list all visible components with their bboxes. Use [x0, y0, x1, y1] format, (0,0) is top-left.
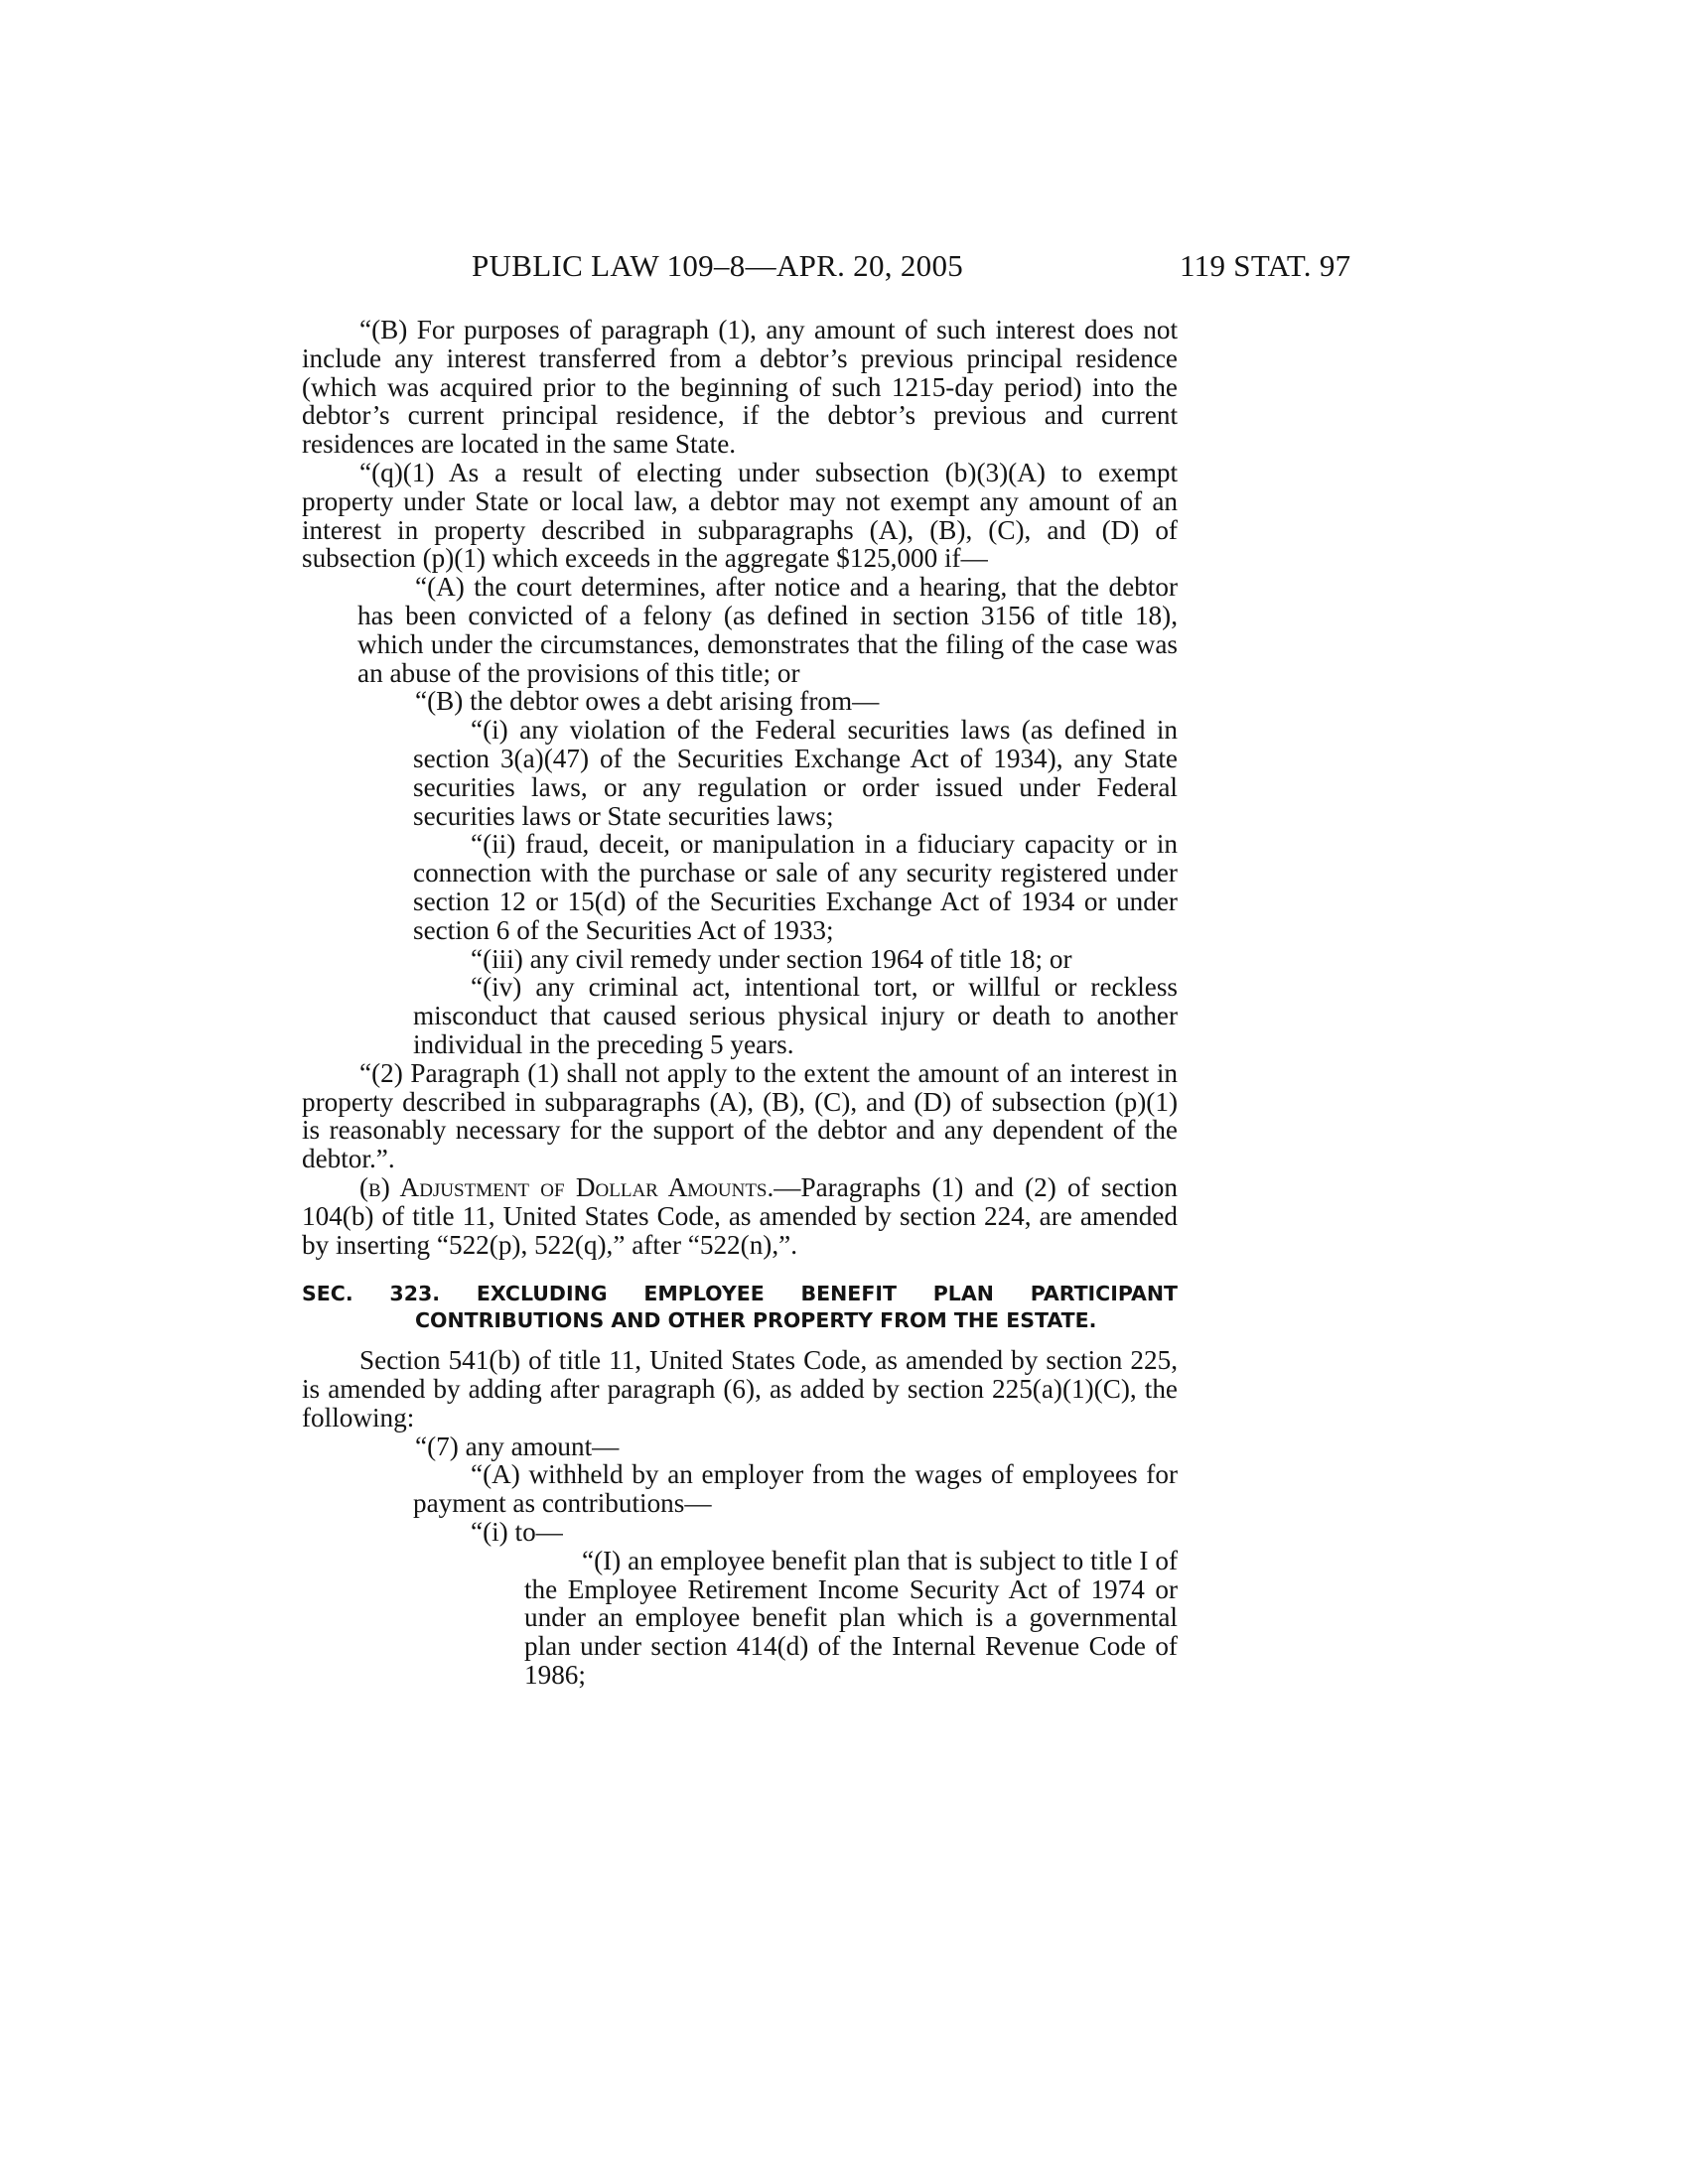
clause-iii-civil-remedy: “(iii) any civil remedy under section 1964 of title 18; or	[471, 943, 1072, 974]
paragraph-q1-exemption-limit: “(q)(1) As a result of electing under subsection (b)(3)(A) to exempt property under State or local law, a debtor may not exempt any amount of an interest in property described in subparagraphs (A), (B), (C), and (D) of subsection (p)(1) which exceeds in the aggregate $125,000 if—	[302, 457, 1178, 574]
subparagraph-a-withheld: “(A) withheld by an employer from the wages of employees for payment as contributions—	[413, 1459, 1178, 1519]
clause-i-securities-laws: “(i) any violation of the Federal securities laws (as defined in section 3(a)(47) of the Securities Exchange Act of 1934), any State securities laws, or any regulation or order issued under Federal securities laws or State securities laws;	[413, 715, 1178, 831]
document-body	[302, 316, 1178, 1690]
clause-iv-criminal-act: “(iv) any criminal act, intentional tort, or willful or reckless misconduct that caused serious physical injury or death to another individual in the preceding 5 years.	[413, 972, 1178, 1059]
clause-i-to: “(i) to—	[471, 1517, 563, 1548]
subparagraph-b-debt: “(B) the debtor owes a debt arising from—	[415, 686, 880, 717]
adjustment-text: —Paragraphs (1) and (2) of section 104(b) of title 11, United States Code, as amended by section 224, are amended by inserting “522(p), 522(q),” after “522(n),”.	[302, 1171, 1178, 1260]
paragraph-7-any-amount: “(7) any amount—	[415, 1431, 620, 1461]
section-541b-amendment: Section 541(b) of title 11, United States Code, as amended by section 225, is amended by adding after paragraph (6), as added by section 225(a)(1)(C), the following:	[302, 1345, 1178, 1433]
subparagraph-a-felony: “(A) the court determines, after notice and a hearing, that the debtor has been convicted of a felony (as defined in section 3156 of title 18), which under the circumstances, demonstrates that the filing of the case was an abuse of the provisions of this title; or	[357, 572, 1178, 688]
statute-page-number: 119 STAT. 97	[1180, 248, 1351, 283]
paragraph-2-reasonably-necessary: “(2) Paragraph (1) shall not apply to the extent the amount of an interest in property described in subparagraphs (A), (B), (C), and (D) of subsection (p)(1) is reasonably necessary for the support of the debtor and any dependent of the debtor.”.	[302, 1057, 1178, 1174]
section-heading: SEC. 323. EXCLUDING EMPLOYEE BENEFIT PLAN PARTICIPANT CONTRIBUTIONS AND OTHER PROPERTY FROM THE ESTATE.	[302, 1282, 1178, 1333]
page-header	[0, 248, 1688, 288]
adjustment-heading: (b) Adjustment of Dollar Amounts.	[359, 1171, 774, 1202]
subclause-I-benefit-plan: “(I) an employee benefit plan that is subject to title I of the Employee Retirement Income Security Act of 1974 or under an employee benefit plan which is a governmental plan under section 414(d) of the Internal Revenue Code of 1986;	[524, 1545, 1178, 1691]
paragraph-b-interest-transfer: “(B) For purposes of paragraph (1), any amount of such interest does not include any interest transferred from a debtor’s previous principal residence (which was acquired prior to the beginning of such 1215-day period) into the debtor’s current principal residence, if the debtor’s previous and current residences are located in the same State.	[302, 315, 1178, 460]
paragraph-b-adjustment	[302, 1173, 1178, 1259]
clause-ii-fraud: “(ii) fraud, deceit, or manipulation in a fiduciary capacity or in connection with the purchase or sale of any security registered under section 12 or 15(d) of the Securities Exchange Act of 1934 or under section 6 of the Securities Act of 1933;	[413, 829, 1178, 945]
running-head-title: PUBLIC LAW 109–8—APR. 20, 2005	[472, 248, 964, 283]
